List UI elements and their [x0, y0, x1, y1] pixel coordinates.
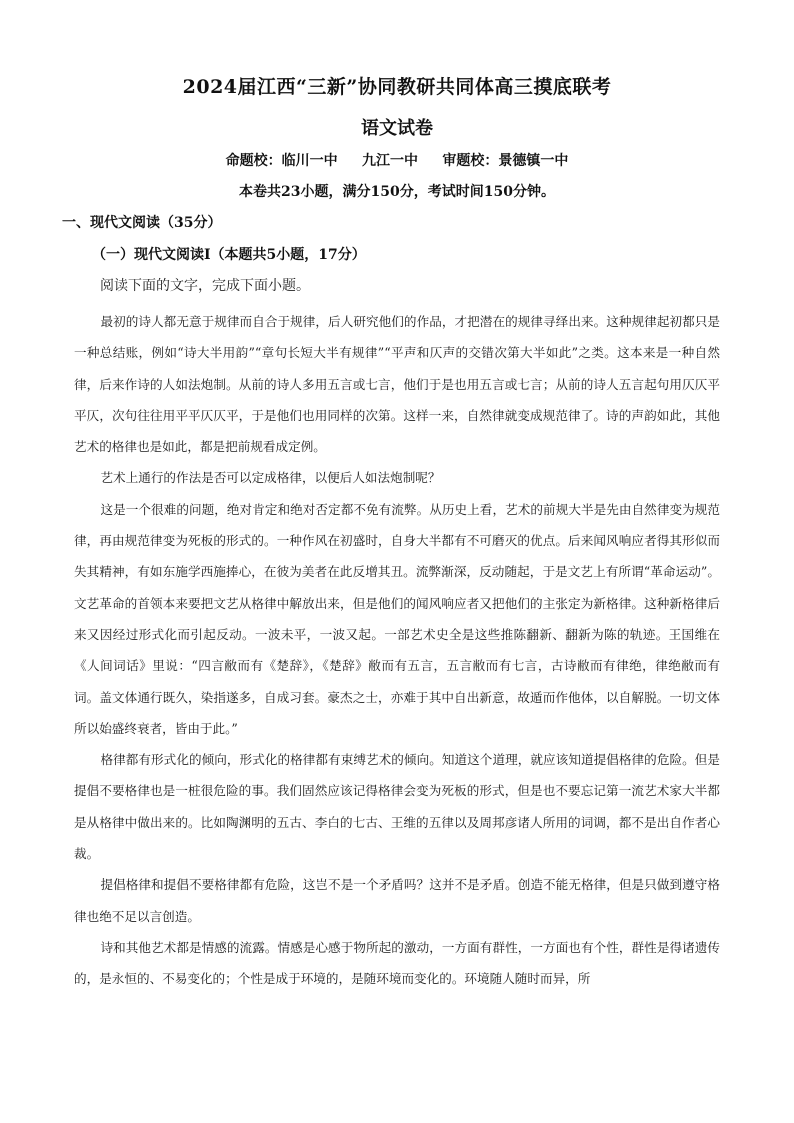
reading-instruction: 阅读下面的文字，完成下面小题。	[100, 278, 310, 294]
passage-paragraph: 提倡格律和提倡不要格律都有危险，这岂不是一个矛盾吗？这并不是矛盾。创造不能无格律，但是只做到遵守格律也绝不足以言创造。	[74, 877, 720, 924]
passage-paragraph: 格律都有形式化的倾向，形式化的格律都有束缚艺术的倾向。知道这个道理，就应该知道提倡格律的危险。但是提倡不要格律也是一桩很危险的事。我们固然应该记得格律会变为死板的形式，但是也不要忘记第一流艺术家大半都是从格律中做出来的。比如陶渊明的五古、李白的七古、王维的五律以及周邦彦诸人所用的词调，都不是出自作者心裁。	[74, 752, 720, 862]
passage-paragraph: 诗和其他艺术都是情感的流露。情感是心感于物所起的激动，一方面有群性，一方面也有个性，群性是得诸遗传的，是永恒的、不易变化的；个性是成于环境的，是随环境而变化的。环境随人随时而异，所	[74, 939, 720, 987]
exam-schools: 命题校：临川一中 九江一中 审题校：景德镇一中	[225, 153, 569, 169]
passage-paragraph: 最初的诗人都无意于规律而自合于规律，后人研究他们的作品，才把潜在的规律寻绎出来。这种规律起初都只是一种总结账，例如“诗大半用韵”“章句长短大半有规律”“平声和仄声的交错次第大半如此”之类。这本来是一种自然律，后来作诗的人如法炮制。从前的诗人多用五言或七言，他们于是也用五言或七言；从前的诗人五言起句用仄仄平平仄，次句往往用平平仄仄平，于是他们也用同样的次第。这样一来，自然律就变成规范律了。诗的声韵如此，其他艺术的格律也是如此，都是把前规看成定例。	[74, 314, 720, 455]
exam-title: 2024届江西“三新”协同教研共同体高三摸底联考	[182, 76, 612, 98]
passage-paragraph: 这是一个很难的问题，绝对肯定和绝对否定都不免有流弊。从历史上看，艺术的前规大半是先由自然律变为规范律，再由规范律变为死板的形式的。一种作风在初盛时，自身大半都有不可磨灭的优点。后来闻风响应者得其形似而失其精神，有如东施学西施捧心，在彼为美者在此反增其丑。流弊渐深，反动随起，于是文艺上有所谓“革命运动”。文艺革命的首领本来要把文艺从格律中解放出来，但是他们的闻风响应者又把他们的主张定为新格律。这种新格律后来又因经过形式化而引起反动。一波未平，一波又起。一部艺术史全是这些推陈翻新、翻新为陈的轨迹。王国维在《人间词话》里说：“四言敝而有《楚辞》，《楚辞》敝而有五言，五言敝而有七言，古诗敝而有律绝，律绝敝而有词。盖文体通行既久，染指遂多，自成习套。豪杰之士，亦难于其中自出新意，故遁而作他体，以自解脱。一切文体所以始盛终衰者，皆由于此。”	[74, 501, 720, 736]
reading-passage	[74, 306, 720, 995]
exam-subtitle: 语文试卷	[361, 118, 433, 139]
section-heading: 一、现代文阅读（35分）	[62, 215, 222, 231]
subsection-heading: （一）现代文阅读Ⅰ（本题共5小题，17分）	[92, 247, 366, 263]
exam-info: 本卷共23小题，满分150分，考试时间150分钟。	[239, 184, 555, 200]
passage-paragraph: 艺术上通行的作法是否可以定成格律，以便后人如法炮制呢？	[100, 470, 441, 486]
